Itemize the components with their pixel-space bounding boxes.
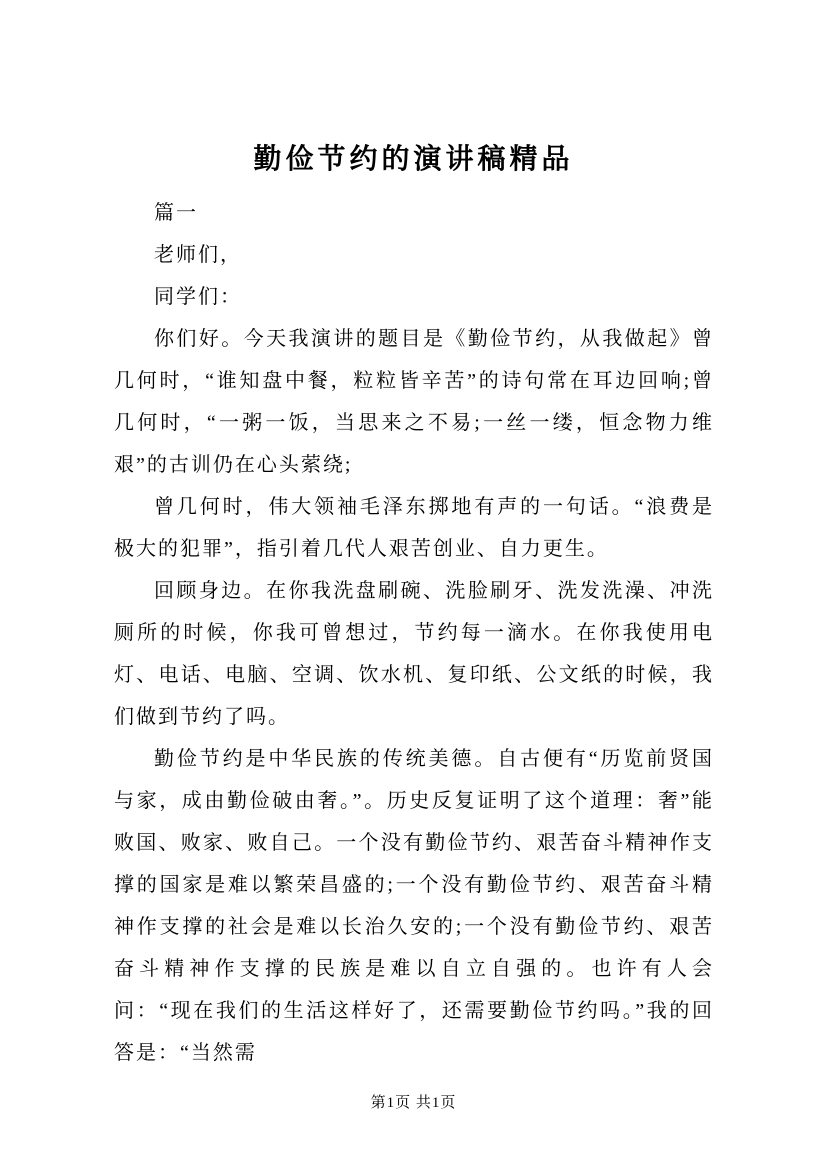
paragraph: 你们好。今天我演讲的题目是《勤俭节约，从我做起》曾几何时，“谁知盘中餐，粒粒皆辛苦”的诗句常在耳边回响;曾几何时，“一粥一饭，当思来之不易;一丝一缕，恒念物力维艰”的古训仍在心头萦绕; (114, 328, 714, 476)
page-indicator: 第1页 共1页 (370, 1095, 457, 1111)
paragraph: 同学们： (154, 286, 242, 308)
document-title: 勤俭节约的演讲稿精品 (253, 144, 574, 175)
document-body (114, 192, 714, 1074)
paragraph: 篇一 (154, 202, 198, 224)
paragraph: 老师们， (154, 244, 242, 266)
paragraph: 勤俭节约是中华民族的传统美德。自古便有“历览前贤国与家，成由勤俭破由奢。”。历史反复证明了这个道理：奢”能败国、败家、败自己。一个没有勤俭节约、艰苦奋斗精神作支撑的国家是难以繁荣昌盛的;一个没有勤俭节约、艰苦奋斗精神作支撑的社会是难以长治久安的;一个没有勤俭节约、艰苦奋斗精神作支撑的民族是难以自立自强的。也许有人会问：“现在我们的生活这样好了，还需要勤俭节约吗。”我的回答是：“当然需 (114, 748, 714, 1064)
page-footer (0, 1091, 827, 1112)
paragraph: 回顾身边。在你我洗盘刷碗、洗脸刷牙、洗发洗澡、冲洗厕所的时候，你我可曾想过，节约每一滴水。在你我使用电灯、电话、电脑、空调、饮水机、复印纸、公文纸的时候，我们做到节约了吗。 (114, 580, 714, 728)
paragraph: 曾几何时，伟大领袖毛泽东掷地有声的一句话。“浪费是极大的犯罪”，指引着几代人艰苦创业、自力更生。 (114, 496, 714, 560)
